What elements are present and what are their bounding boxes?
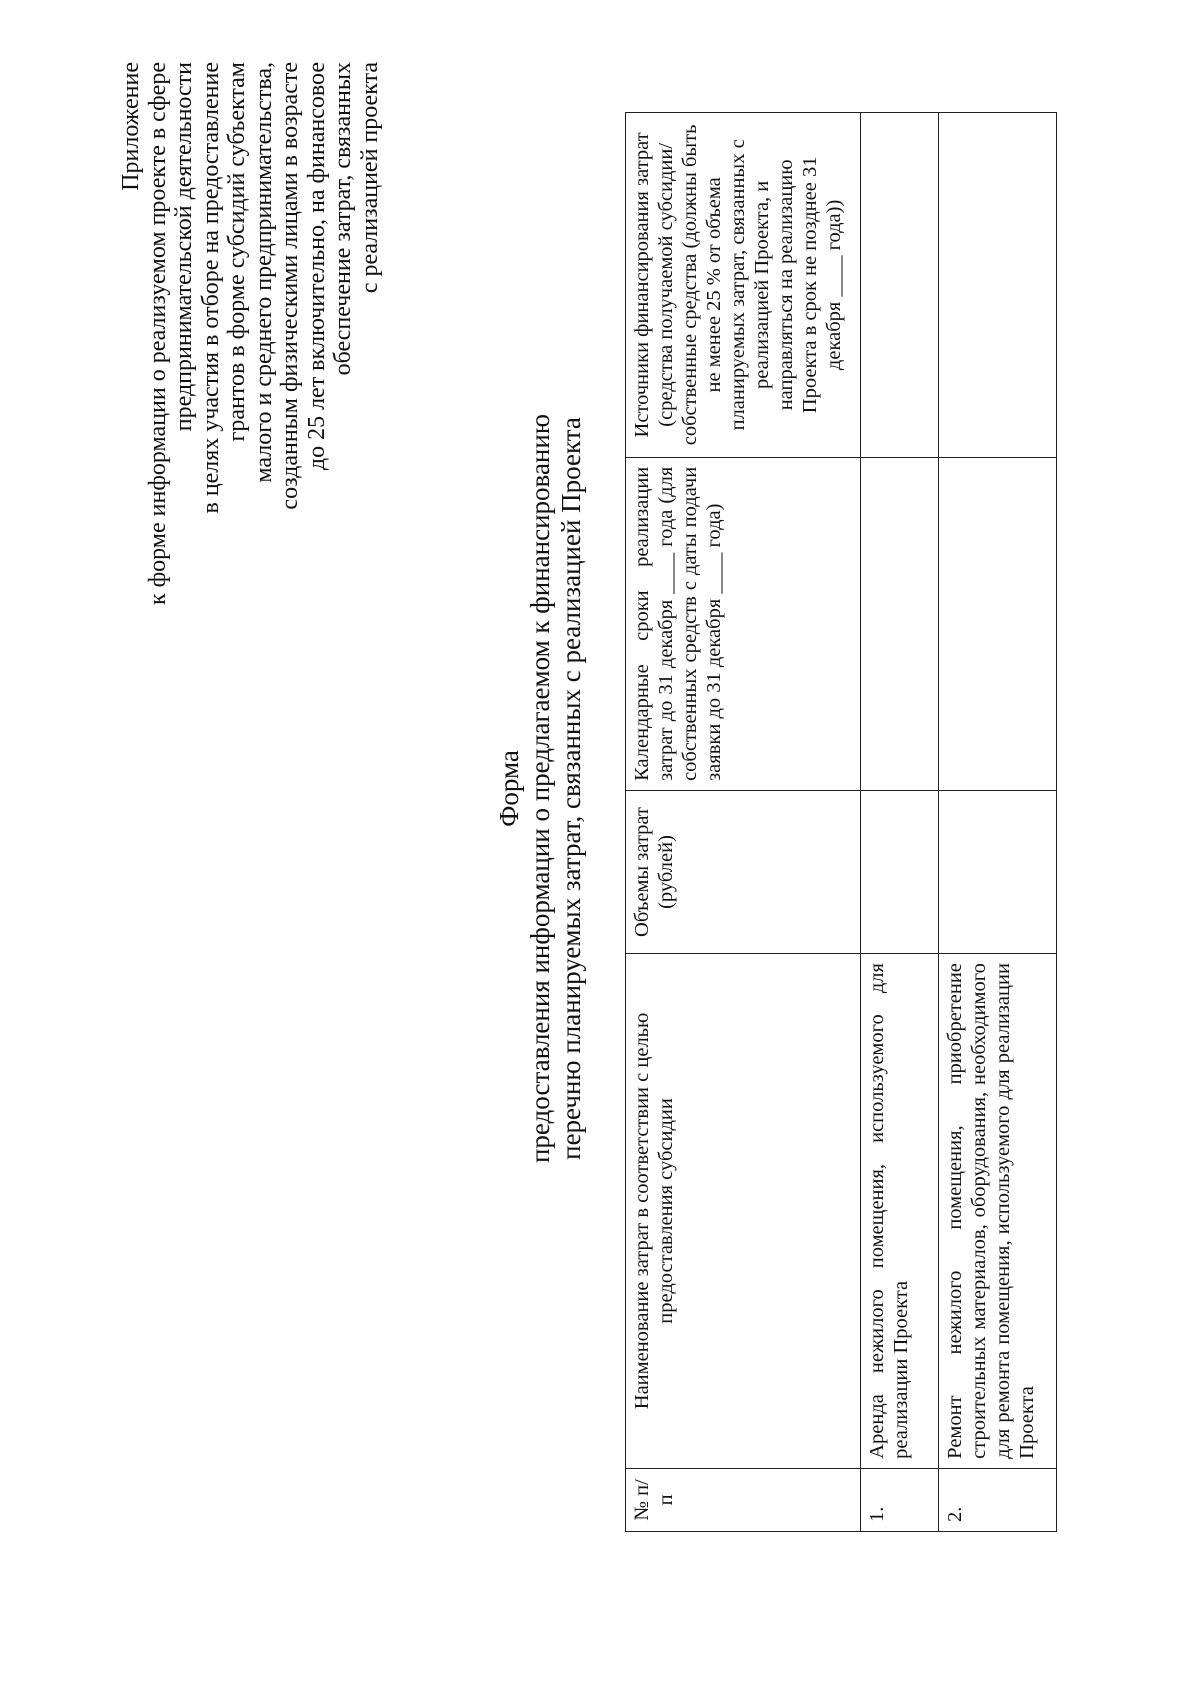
appendix-line: в целях участия в отборе на предоставление [197,62,224,514]
table-row [939,113,1057,1532]
form-title-word: Форма [494,750,524,827]
row-name: Ремонт нежилого помещения, приобретение строительных материалов, оборудования, необходимого для ремонта помещения, используемого для реализации Проекта [939,954,1057,1469]
header-num: № п/п [626,1468,861,1531]
form-title-line: перечню планируемых затрат, связанных с реализацией Проекта [556,417,586,1160]
table-header-row [626,113,861,1532]
row-num: 1. [861,1468,939,1531]
row-calendar [861,457,939,790]
costs-table [625,112,1057,1532]
appendix-line: малого и среднего предпринимательства, [250,62,277,483]
header-calendar: Календарные сроки реализации затрат до 31 декабря ____ года (для собственных средств с даты подачи заявки до 31 декабря ____ года) [626,457,861,790]
appendix-line: к форме информации о реализуемом проекте в сфере [144,62,171,606]
row-calendar [939,457,1057,790]
appendix-line: грантов в форме субсидий субъектам [224,62,250,442]
header-sources: Источники финансирования затрат (средства получаемой субсидии/ собственные средства (должны быть не менее 25 % от объема планируемых затрат, связанных с реализацией Проекта, и направляться на реализацию Проекта в срок не позднее 31 декабря ____ года)) [626,113,861,458]
row-sources [861,113,939,458]
table-row [861,113,939,1532]
appendix-line: до 25 лет включительно, на финансовое [303,62,330,471]
form-title [494,0,587,1697]
appendix-title: Приложение [118,62,144,191]
row-volume [861,790,939,953]
header-volume: Объемы затрат (рублей) [626,790,861,953]
form-title-line: предоставления информации о предлагаемом к финансированию [525,414,555,1164]
appendix-header [118,62,383,622]
header-name: Наименование затрат в соответствии с целью предоставления субсидии [626,954,861,1469]
appendix-line: обеспечение затрат, связанных [330,62,356,376]
row-sources [939,113,1057,458]
appendix-line: созданным физическими лицами в возрасте [277,62,303,510]
row-volume [939,790,1057,953]
row-name: Аренда нежилого помещения, используемого для реализации Проекта [861,954,939,1469]
appendix-line: с реализацией проекта [356,62,383,294]
row-num: 2. [939,1468,1057,1531]
appendix-line: предпринимательской деятельности [171,62,197,432]
